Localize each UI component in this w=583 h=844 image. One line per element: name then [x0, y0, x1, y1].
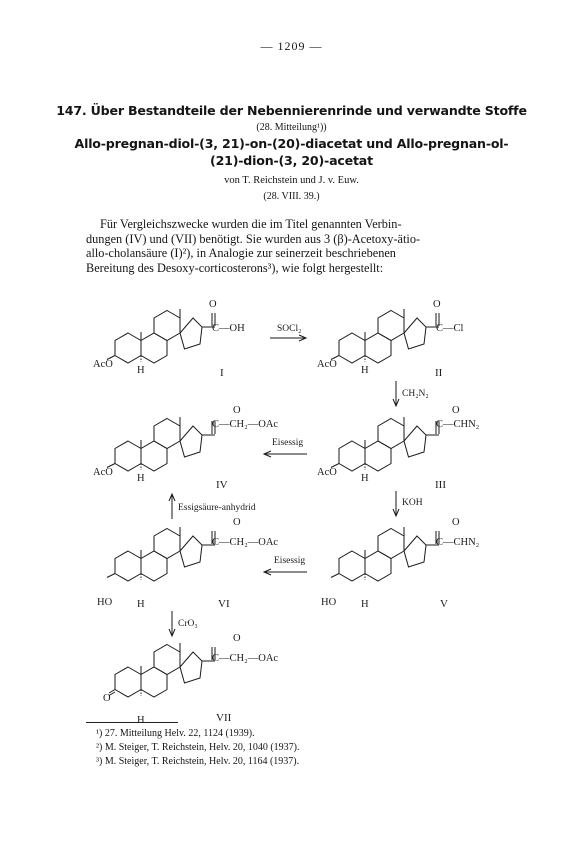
- compound-numeral: VII: [216, 712, 232, 723]
- side-chain: C—CH₂—OAc: [212, 653, 279, 664]
- steroid-skeleton: [339, 527, 439, 581]
- compound-numeral: IV: [216, 479, 228, 491]
- article-title: 147. Über Bestandteile der Nebennierenrinde und verwandte Stoffe: [56, 103, 527, 118]
- side-chain: C—Cl: [436, 323, 464, 334]
- reagent-label: CrO₃: [178, 619, 198, 629]
- compound-numeral: II: [435, 367, 443, 379]
- intro-paragraph: [86, 217, 500, 275]
- reagent-label: KOH: [402, 498, 423, 508]
- compound-IV: [93, 405, 278, 491]
- footnote-text: M. Steiger, T. Reichstein, Helv. 20, 1040 (1937).: [104, 742, 300, 753]
- ring3-substituent: AcO: [317, 467, 337, 478]
- footnote-mark: ²): [96, 742, 103, 753]
- footnote-rule: [86, 722, 178, 723]
- side-chain: C—CH₂—OAc: [212, 419, 279, 430]
- steroid-skeleton: [115, 527, 215, 581]
- article-heading-line1: Allo-pregnan-diol-(3, 21)-on-(20)-diacetat und Allo-pregnan-ol-: [74, 136, 509, 151]
- footnote-mark: ¹): [96, 728, 103, 739]
- side-chain: C—CH₂—OAc: [212, 537, 279, 548]
- article-heading-line2: (21)-dion-(3, 20)-acetat: [210, 153, 373, 168]
- reaction-scheme: [0, 283, 583, 723]
- h-label: H: [361, 599, 369, 610]
- arrow-vi-to-vii: [169, 611, 198, 636]
- ring-bond: [107, 574, 115, 578]
- reagent-label: SOCl₂: [277, 324, 302, 334]
- steroid-skeleton: [339, 417, 439, 471]
- footnote-text: M. Steiger, T. Reichstein, Helv. 20, 1164 (1937).: [104, 756, 300, 767]
- h-label: H: [361, 365, 369, 376]
- arrow-v-to-vi: [264, 556, 307, 575]
- series-note: (28. Mitteilung¹)): [256, 122, 327, 133]
- compound-III: [317, 405, 480, 491]
- side-chain-o: O: [452, 517, 460, 528]
- side-chain: C—CHN₂: [436, 419, 480, 430]
- side-chain-o: O: [233, 517, 241, 528]
- compound-numeral: I: [220, 367, 224, 379]
- compound-VII: [103, 633, 278, 723]
- footnote-mark: ³): [96, 756, 103, 767]
- h-label: H: [137, 599, 145, 610]
- compound-numeral: VI: [218, 598, 230, 610]
- arrow-ii-to-iii: [393, 381, 429, 406]
- intro-line: Für Vergleichszwecke wurden die im Titel genannten Verbin-: [100, 217, 402, 231]
- h-label: H: [361, 473, 369, 484]
- steroid-skeleton: [115, 309, 215, 363]
- compound-V: [321, 517, 480, 610]
- intro-line: allo-cholansäure (I)²), in Analogie zur seinerzeit beschriebenen: [86, 246, 396, 261]
- footnote: [96, 742, 300, 753]
- date: (28. VIII. 39.): [263, 191, 320, 202]
- page-number: — 1209 —: [260, 39, 323, 53]
- footnote: [96, 756, 299, 767]
- compound-numeral: III: [435, 479, 446, 491]
- arrow-vi-to-iv: [169, 494, 256, 519]
- authors: von T. Reichstein und J. v. Euw.: [224, 175, 359, 186]
- compound-VI: [97, 517, 278, 610]
- side-chain: C—CHN₂: [436, 537, 480, 548]
- side-chain-o: O: [209, 299, 217, 310]
- compound-numeral: V: [440, 598, 448, 610]
- ring3-substituent: AcO: [317, 359, 337, 370]
- reagent-label: Eisessig: [272, 438, 304, 448]
- compound-I: [93, 299, 245, 379]
- arrow-i-to-ii: [270, 324, 306, 341]
- footnote: [96, 728, 255, 739]
- h-label: H: [137, 473, 145, 484]
- steroid-skeleton: [115, 417, 215, 471]
- intro-line: Bereitung des Desoxy-corticosterons³), wie folgt hergestellt:: [86, 260, 384, 275]
- footnote-text: 27. Mitteilung Helv. 22, 1124 (1939).: [104, 728, 255, 739]
- h-label: H: [137, 715, 145, 723]
- reagent-label: Eisessig: [274, 556, 306, 566]
- side-chain-o: O: [452, 405, 460, 416]
- h-label: H: [137, 365, 145, 376]
- ring3-substituent: HO: [321, 597, 337, 608]
- reagent-label: Essigsäure-anhydrid: [178, 503, 256, 513]
- steroid-skeleton: [339, 309, 439, 363]
- steroid-skeleton: [115, 643, 215, 697]
- reagent-label: CH₂N₂: [402, 389, 429, 399]
- ring-bond: [331, 574, 339, 578]
- side-chain: C—OH: [212, 323, 245, 334]
- ring3-substituent: AcO: [93, 359, 113, 370]
- ring3-substituent: HO: [97, 597, 113, 608]
- arrow-iii-to-iv: [264, 438, 307, 457]
- compound-II: [317, 299, 464, 379]
- intro-line: dungen (IV) und (VII) benötigt. Sie wurden aus 3 (β)-Acetoxy-ätio-: [86, 231, 421, 246]
- arrow-iii-to-v: [393, 491, 423, 516]
- ring3-substituent: O: [103, 693, 111, 704]
- side-chain-o: O: [233, 405, 241, 416]
- ring3-substituent: AcO: [93, 467, 113, 478]
- side-chain-o: O: [433, 299, 441, 310]
- side-chain-o: O: [233, 633, 241, 644]
